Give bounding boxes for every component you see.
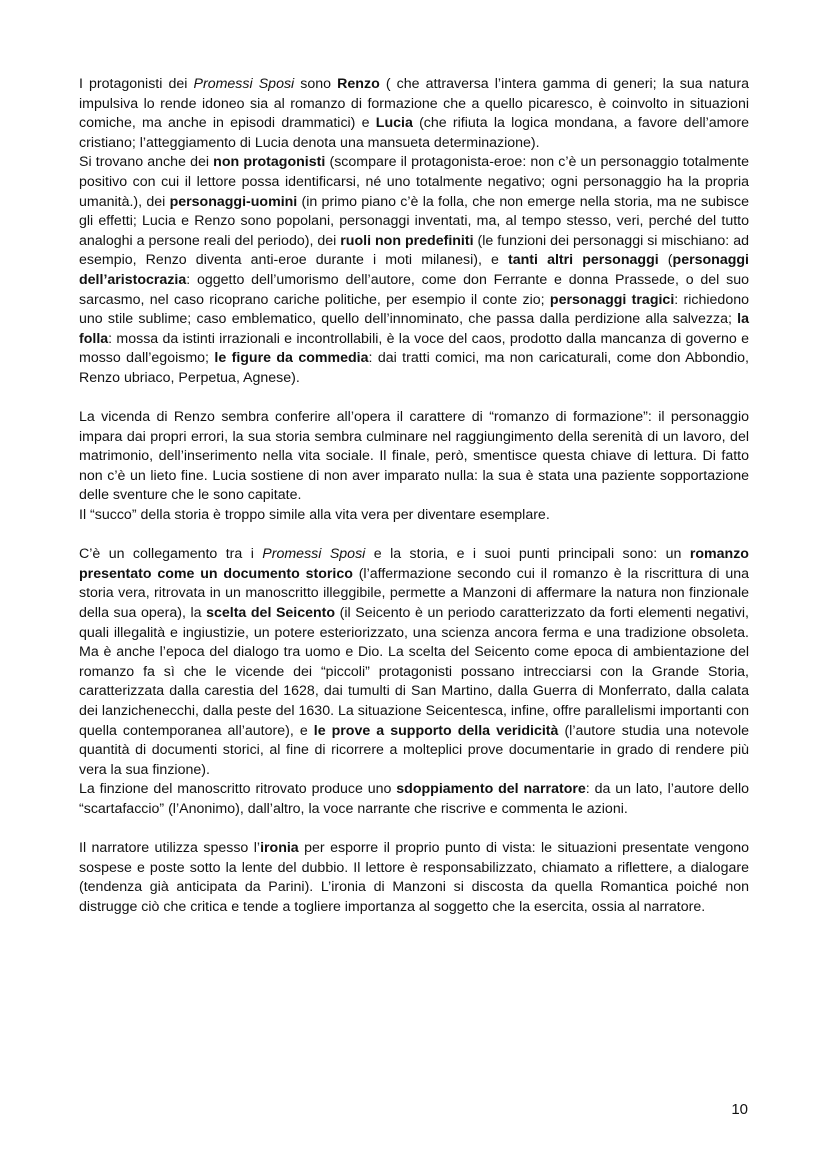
text-run: : oggetto dell’umorismo dell’autore, come don Ferrante e donna Prassede, o del suo sarcasmo, nel caso ricoprano cariche politiche, per esempio il conte zio; <box>79 271 749 308</box>
bold-term: personaggi tragici <box>549 291 675 308</box>
bold-term: ruoli non predefiniti <box>340 232 474 249</box>
text-run: C’è un collegamento tra i <box>79 546 263 563</box>
text-run: sono <box>294 76 338 92</box>
text-run: La finzione del manoscritto ritrovato produce uno <box>79 781 397 798</box>
paragraph-renzo-story <box>79 408 749 506</box>
bold-term: personaggi-uomini <box>169 193 298 210</box>
bold-term: ironia <box>260 840 299 857</box>
text-run: ( <box>658 252 673 269</box>
paragraph-history <box>79 545 749 780</box>
text-run: (che rifiuta la logica mondana, a favore dell’amore cristiano; l’atteggiamento di Lucia denota una mansueta determinazione). <box>79 115 750 151</box>
italic-title: Promessi Sposi <box>262 546 366 563</box>
page-number: 10 <box>731 1101 748 1118</box>
bold-term: sdoppiamento del narratore <box>396 781 586 798</box>
text-run: (scompare il protagonista-eroe: non c’è un personaggio totalmente positivo con cui il lettore possa identificarsi, né uno totalmente negativo; ogni personaggio ha la propria umanità.), dei <box>79 154 749 210</box>
text-run: (l’autore studia una notevole quantità di documenti storici, al fine di ricorrere a molteplici prove documentarie in grado di rendere più vera la sua finzione). <box>79 722 749 778</box>
text-run: ( che attraversa l’intera gamma di generi; la sua natura impulsiva lo rende idoneo sia al romanzo di formazione che a quello picaresco, è coinvolto in situazioni comiche, ma anche in episodi drammatici) e <box>79 76 749 132</box>
paragraph-gap <box>79 526 749 546</box>
text-run: Si trovano anche dei <box>79 154 214 171</box>
bold-term: la folla <box>79 311 749 347</box>
text-run: e la storia, e i suoi punti principali sono: un <box>365 546 690 563</box>
text-run: : dai tratti comici, ma non caricaturali, come don Abbondio, Renzo ubriaco, Perpetua, Agnese). <box>79 350 749 386</box>
bold-term: scelta del Seicento <box>206 605 336 622</box>
text-run: (in primo piano c’è la folla, che non emerge nella storia, ma ne subisce gli effetti; Lucia e Renzo sono popolani, personaggi inventati, ma, al tempo stesso, veri, perché del tutto analoghi a persone reali del periodo), dei <box>79 193 749 249</box>
paragraph-irony <box>79 839 749 917</box>
text-run: Il narratore utilizza spesso l’ <box>79 840 261 857</box>
text-run: per esporre il proprio punto di vista: le situazioni presentate vengono sospese e poste sotto la lente del dubbio. Il lettore è responsabilizzato, chiamato a riflettere, a dialogare (tendenza già anticipata da Parini). L’ironia di Manzoni si discosta da quella Romantica poiché non distrugge ciò che critica e tende a togliere importanza al soggetto che la esercita, ossia al narratore. <box>79 840 749 915</box>
text-run: (le funzioni dei personaggi si mischiano: ad esempio, Renzo diventa anti-eroe durante i moti milanesi), e <box>79 232 749 269</box>
text-run: : mossa da istinti irrazionali e incontrollabili, è la voce del caos, prodotto dalla mancanza di governo e mosso dall’egoismo; <box>79 330 749 367</box>
bold-term: romanzo presentato come un documento storico <box>79 546 749 582</box>
bold-term: personaggi dell’aristocrazia <box>79 252 749 288</box>
bold-term: le figure da commedia <box>214 350 369 367</box>
bold-term: Renzo <box>337 76 380 92</box>
bold-term: non protagonisti <box>213 154 326 171</box>
paragraph-gap <box>79 820 749 840</box>
text-run: : da un lato, l’autore dello “scartafaccio” (l’Anonimo), dall’altro, la voce narrante che riscrive e commenta le azioni. <box>79 781 749 817</box>
paragraph-manuscript <box>79 780 749 819</box>
bold-term: tanti altri personaggi <box>508 252 659 269</box>
paragraph-non-protagonists <box>79 153 749 388</box>
text-run: (l’affermazione secondo cui il romanzo è la riscrittura di una storia vera, ritrovata in un manoscritto illeggibile, permette a Manzoni di affermare la natura non finzionale della sua opera), la <box>79 565 749 622</box>
text-run: La vicenda di Renzo sembra conferire all’opera il carattere di “romanzo di formazione”: il personaggio impara dai propri errori, la sua storia sembra culminare nel raggiungimento della serenità di un lavoro, del matrimonio, dell’inserimento nella vita sociale. Il finale, però, smentisce questa chiave di lettura. Di fatto non c’è un lieto fine. Lucia sostiene di non aver imparato nulla: la sua è stata una paziente sopportazione delle sventure che le sono capitate. <box>79 409 749 504</box>
paragraph-gap <box>79 389 749 409</box>
text-run: I protagonisti dei <box>79 76 194 92</box>
paragraph-succo <box>79 506 749 526</box>
document-page <box>79 75 749 918</box>
paragraph-protagonists <box>79 75 749 153</box>
bold-term: le prove a supporto della veridicità <box>313 722 559 739</box>
bold-term: Lucia <box>375 115 413 132</box>
text-run: : richiedono uno stile sublime; caso emblematico, quello dell’innominato, che passa dalla perdizione alla salvezza; <box>79 291 749 328</box>
text-run: (il Seicento è un periodo caratterizzato da forti elementi negativi, quali illegalità e ingiustizie, un potere esteriorizzato, una scienza ancora ferma e una tradizione obsoleta. Ma è anche l’epoca del dialogo tra uomo e Dio. La scelta del Seicento come epoca di ambientazione del romanzo fa sì che le vicende dei “piccoli” protagonisti possano intrecciarsi con la Grande Storia, caratterizzata dalla carestia del 1628, dai tumulti di San Martino, dalla Guerra di Monferrato, dalla calata dei lanzichenecchi, dalla peste del 1630. La situazione Seicentesca, infine, offre parallelismi importanti con quella contemporanea all’autore), e <box>79 605 749 739</box>
text-run: Il “succo” della storia è troppo simile alla vita vera per diventare esemplare. <box>79 507 550 524</box>
italic-title: Promessi Sposi <box>193 76 295 92</box>
